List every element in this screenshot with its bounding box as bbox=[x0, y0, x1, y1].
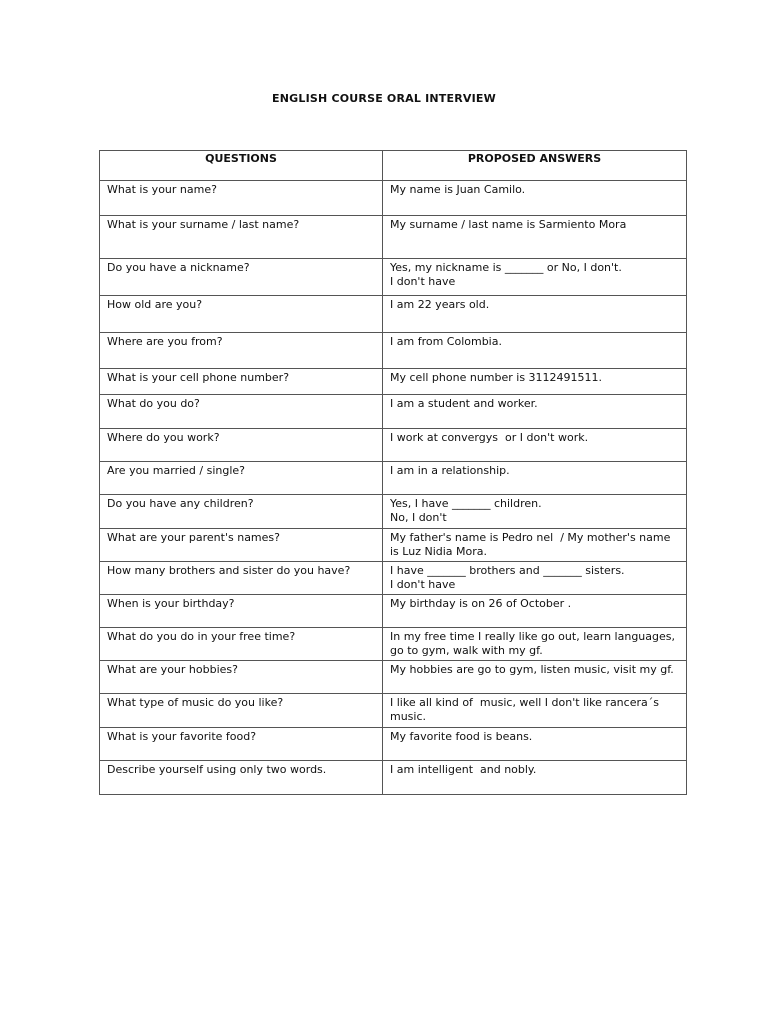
table-row bbox=[100, 296, 687, 333]
question-text: What are your hobbies? bbox=[107, 663, 238, 676]
table-row bbox=[100, 333, 687, 369]
answer-cell bbox=[383, 495, 687, 529]
question-text: Are you married / single? bbox=[107, 464, 245, 477]
answer-cell bbox=[383, 429, 687, 462]
answer-cell bbox=[383, 728, 687, 761]
table-row bbox=[100, 595, 687, 628]
document-title: ENGLISH COURSE ORAL INTERVIEW bbox=[272, 92, 496, 105]
table-row bbox=[100, 181, 687, 216]
question-text: What is your name? bbox=[107, 183, 217, 196]
question-text: How old are you? bbox=[107, 298, 203, 311]
answer-cell bbox=[383, 462, 687, 495]
answer-cell bbox=[383, 595, 687, 628]
answer-cell bbox=[383, 694, 687, 728]
question-cell bbox=[100, 595, 383, 628]
answer-text: Yes, my nickname is _______ or No, I don't. I don't have bbox=[390, 261, 622, 288]
answer-text: I am a student and worker. bbox=[390, 397, 538, 410]
answer-cell bbox=[383, 296, 687, 333]
question-cell bbox=[100, 495, 383, 529]
answer-text: My hobbies are go to gym, listen music, visit my gf. bbox=[390, 663, 674, 676]
table-row bbox=[100, 216, 687, 259]
table-row bbox=[100, 562, 687, 595]
answer-text: I work at convergys or I don't work. bbox=[390, 431, 589, 444]
answer-text: My surname / last name is Sarmiento Mora bbox=[390, 218, 627, 231]
answer-cell bbox=[383, 761, 687, 795]
answer-text: In my free time I really like go out, learn languages, go to gym, walk with my gf. bbox=[390, 630, 679, 657]
table-row bbox=[100, 462, 687, 495]
answer-text: I have _______ brothers and _______ sisters. I don't have bbox=[390, 564, 625, 591]
question-text: Do you have any children? bbox=[107, 497, 254, 510]
question-cell bbox=[100, 761, 383, 795]
answer-text: I am from Colombia. bbox=[390, 335, 502, 348]
answer-text: Yes, I have _______ children. No, I don't bbox=[390, 497, 542, 524]
answer-text: I am intelligent and nobly. bbox=[390, 763, 537, 776]
answer-cell bbox=[383, 369, 687, 395]
table-row bbox=[100, 628, 687, 661]
question-cell bbox=[100, 462, 383, 495]
answer-cell bbox=[383, 395, 687, 429]
question-cell bbox=[100, 728, 383, 761]
table-row bbox=[100, 761, 687, 795]
header-questions: QUESTIONS bbox=[100, 151, 383, 181]
question-cell bbox=[100, 529, 383, 562]
answer-cell bbox=[383, 181, 687, 216]
question-cell bbox=[100, 333, 383, 369]
answer-text: My cell phone number is 3112491511. bbox=[390, 371, 603, 384]
question-cell bbox=[100, 429, 383, 462]
table-row bbox=[100, 694, 687, 728]
question-cell bbox=[100, 395, 383, 429]
answer-text: I like all kind of music, well I don't like rancera´s music. bbox=[390, 696, 663, 723]
answer-text: My birthday is on 26 of October . bbox=[390, 597, 572, 610]
answer-text: I am in a relationship. bbox=[390, 464, 510, 477]
question-cell bbox=[100, 216, 383, 259]
answer-cell bbox=[383, 216, 687, 259]
answer-text: My favorite food is beans. bbox=[390, 730, 533, 743]
question-cell bbox=[100, 694, 383, 728]
table-row bbox=[100, 369, 687, 395]
question-text: When is your birthday? bbox=[107, 597, 235, 610]
answer-text: My father's name is Pedro nel / My mother's name is Luz Nidia Mora. bbox=[390, 531, 674, 558]
table-row bbox=[100, 259, 687, 296]
question-text: What do you do? bbox=[107, 397, 200, 410]
question-text: What type of music do you like? bbox=[107, 696, 284, 709]
question-text: What do you do in your free time? bbox=[107, 630, 296, 643]
question-text: What is your surname / last name? bbox=[107, 218, 300, 231]
question-text: How many brothers and sister do you have? bbox=[107, 564, 351, 577]
question-text: Describe yourself using only two words. bbox=[107, 763, 327, 776]
question-cell bbox=[100, 296, 383, 333]
interview-table bbox=[99, 150, 687, 795]
answer-cell bbox=[383, 628, 687, 661]
answer-cell bbox=[383, 562, 687, 595]
question-text: Where do you work? bbox=[107, 431, 220, 444]
answer-cell bbox=[383, 661, 687, 694]
question-cell bbox=[100, 369, 383, 395]
question-text: What is your favorite food? bbox=[107, 730, 257, 743]
question-cell bbox=[100, 628, 383, 661]
table-row bbox=[100, 395, 687, 429]
question-cell bbox=[100, 181, 383, 216]
table-row bbox=[100, 728, 687, 761]
table-row bbox=[100, 429, 687, 462]
question-text: Where are you from? bbox=[107, 335, 223, 348]
question-text: What are your parent's names? bbox=[107, 531, 280, 544]
question-cell bbox=[100, 259, 383, 296]
question-cell bbox=[100, 661, 383, 694]
table-header-row bbox=[100, 151, 687, 181]
table-row bbox=[100, 495, 687, 529]
table-row bbox=[100, 529, 687, 562]
question-cell bbox=[100, 562, 383, 595]
header-proposed-answers: PROPOSED ANSWERS bbox=[383, 151, 687, 181]
answer-cell bbox=[383, 259, 687, 296]
question-text: What is your cell phone number? bbox=[107, 371, 290, 384]
answer-text: I am 22 years old. bbox=[390, 298, 490, 311]
answer-cell bbox=[383, 333, 687, 369]
table-row bbox=[100, 661, 687, 694]
answer-cell bbox=[383, 529, 687, 562]
question-text: Do you have a nickname? bbox=[107, 261, 250, 274]
answer-text: My name is Juan Camilo. bbox=[390, 183, 526, 196]
